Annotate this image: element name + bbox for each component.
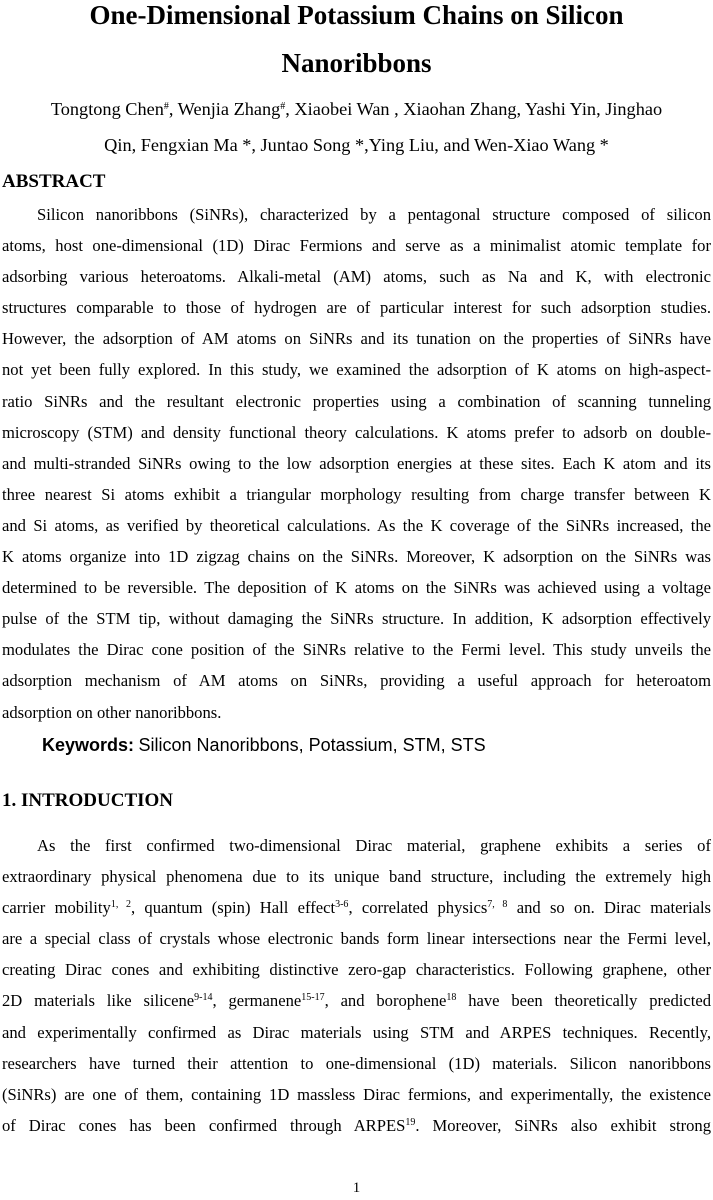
intro-line: researchers have turned their attention to one-dimensional (1D) materials. Silicon nanoribbons [2, 1053, 711, 1073]
citation-ref: 9-14 [194, 992, 213, 1004]
intro-text: 2D materials like silicene [2, 991, 195, 1011]
author-list-line-2: Qin, Fengxian Ma *, Juntao Song *,Ying Liu, and Wen-Xiao Wang * [104, 135, 609, 155]
author-text: , Wenjia Zhang [168, 99, 281, 119]
abstract-line: adsorbing various heteroatoms. Alkali-metal (AM) atoms, such as Na and K, with electronic [2, 267, 711, 287]
abstract-heading: ABSTRACT [2, 171, 106, 192]
intro-line: creating Dirac cones and exhibiting distinctive zero-gap characteristics. Following graphene, other [2, 960, 711, 980]
intro-line [2, 985, 711, 1016]
abstract-line: However, the adsorption of AM atoms on SiNRs and its tunation on the properties of SiNRs have [2, 329, 711, 349]
citation-ref: 7, 8 [487, 899, 508, 911]
intro-text: have been theoretically predicted [456, 991, 711, 1011]
intro-line [2, 892, 711, 923]
citation-ref: 1, 2 [110, 899, 131, 911]
intro-text: , and borophene [324, 991, 447, 1011]
author-text: , Xiaobei Wan , Xiaohan Zhang, Yashi Yin, Jinghao [285, 99, 663, 119]
intro-text: and so on. Dirac materials [507, 898, 712, 918]
abstract-line: adsorption on other nanoribbons. [2, 702, 222, 722]
citation-ref: 15-17 [301, 992, 325, 1004]
abstract-line: K atoms organize into 1D zigzag chains on the SiNRs. Moreover, K adsorption on the SiNRs was [2, 547, 711, 567]
page-number: 1 [352, 1180, 361, 1196]
keywords-label: Keywords: [42, 735, 135, 755]
abstract-line: modulates the Dirac cone position of the SiNRs relative to the Fermi level. This study unveils the [2, 640, 711, 660]
abstract-line: and multi-stranded SiNRs owing to the low adsorption energies at these sites. Each K atom and its [2, 453, 711, 473]
equal-contribution-mark: # [280, 101, 286, 112]
introduction-heading: 1. INTRODUCTION [2, 790, 174, 811]
abstract-line: microscopy (STM) and density functional theory calculations. K atoms prefer to adsorb on double- [2, 422, 711, 442]
citation-ref: 18 [446, 992, 457, 1004]
abstract-body [2, 199, 711, 728]
abstract-line: not yet been fully explored. In this study, we examined the adsorption of K atoms on high-aspect- [2, 360, 711, 380]
paper-title-line-2: Nanoribbons [281, 48, 432, 78]
intro-line: extraordinary physical phenomena due to its unique band structure, including the extremely high [2, 867, 711, 887]
author-text: Tongtong Chen [50, 99, 164, 119]
equal-contribution-mark: # [163, 101, 169, 112]
paper-title-line-1: One-Dimensional Potassium Chains on Silicon [89, 0, 624, 30]
citation-ref: 19 [405, 1116, 416, 1128]
abstract-line: atoms, host one-dimensional (1D) Dirac Fermions and serve as a minimalist atomic template for [2, 236, 711, 256]
intro-line: are a special class of crystals whose electronic bands form linear intersections near the Fermi level, [2, 929, 711, 949]
intro-text: , germanene [212, 991, 302, 1011]
intro-line [2, 1110, 711, 1141]
intro-text: . Moreover, SiNRs also exhibit strong [415, 1115, 712, 1135]
introduction-body [2, 830, 711, 1141]
abstract-line: three nearest Si atoms exhibit a triangular morphology resulting from charge transfer between K [2, 484, 711, 504]
intro-line: and experimentally confirmed as Dirac materials using STM and ARPES techniques. Recently, [2, 1022, 711, 1042]
abstract-line: Silicon nanoribbons (SiNRs), characterized by a pentagonal structure composed of silicon [37, 205, 711, 224]
abstract-line: pulse of the STM tip, without damaging the SiNRs structure. In addition, K adsorption effectively [2, 609, 711, 629]
intro-text: , correlated physics [348, 898, 488, 918]
intro-text: , quantum (spin) Hall effect [130, 898, 336, 918]
abstract-line: determined to be reversible. The deposition of K atoms on the SiNRs was achieved using a voltage [2, 578, 711, 598]
intro-text: carrier mobility [2, 898, 111, 918]
keywords-line [42, 734, 486, 756]
intro-text: of Dirac cones has been confirmed through ARPES [2, 1115, 406, 1135]
abstract-line: structures comparable to those of hydrogen are of particular interest for such adsorption studies. [2, 298, 711, 318]
abstract-line: and Si atoms, as verified by theoretical calculations. As the K coverage of the SiNRs increased, the [2, 515, 711, 535]
intro-line: (SiNRs) are one of them, containing 1D massless Dirac fermions, and experimentally, the existence [2, 1084, 711, 1104]
citation-ref: 3-6 [335, 899, 349, 911]
abstract-line: adsorption mechanism of AM atoms on SiNRs, providing a useful approach for heteroatom [2, 671, 711, 691]
abstract-line: ratio SiNRs and the resultant electronic properties using a combination of scanning tunneling [2, 391, 711, 411]
intro-line: As the first confirmed two-dimensional Dirac material, graphene exhibits a series of [37, 836, 711, 855]
keywords-text: Silicon Nanoribbons, Potassium, STM, STS [138, 735, 486, 755]
author-list-line-1 [0, 98, 713, 120]
